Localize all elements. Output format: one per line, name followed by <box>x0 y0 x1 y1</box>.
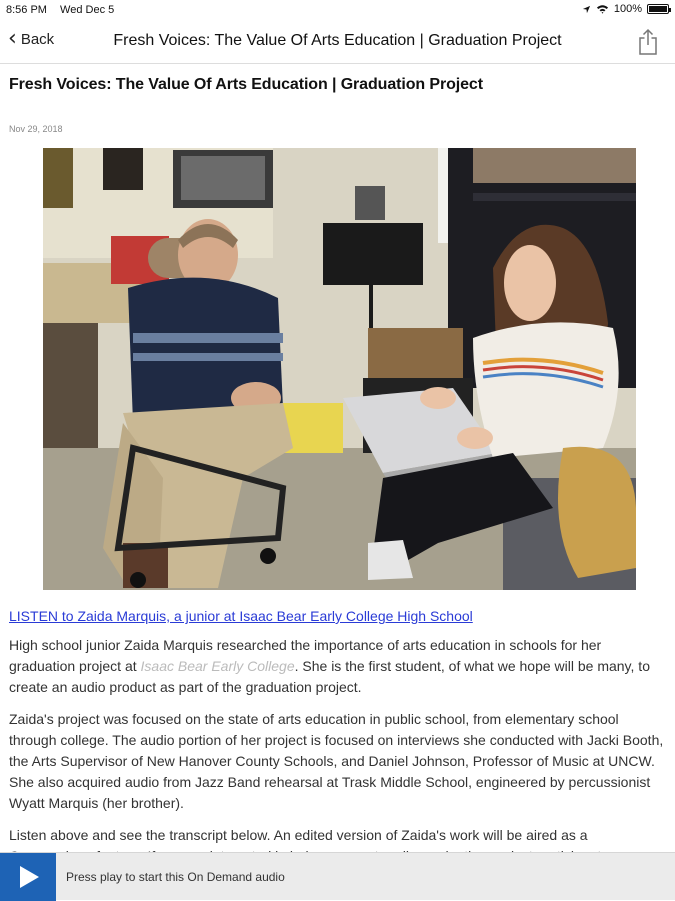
article-paragraph-2: Zaida's project was focused on the state of arts education in public school, from elementary school through college. The audio portion of her project is focused on interviews she conducted with Jacki Booth, the Arts Supervisor of New Hanover County Schools, and Daniel Johnson, Professor of Music at UNCW. She also acquired audio from Jazz Band rehearsal at Trask Middle School, engineered by percussionist Wyatt Marquis (her brother). <box>9 711 664 811</box>
article-title: Fresh Voices: The Value Of Arts Education | Graduation Project <box>9 76 483 93</box>
play-icon <box>17 865 41 889</box>
back-button[interactable] <box>8 28 54 50</box>
battery-fill <box>649 6 667 12</box>
chevron-left-icon: ‹ <box>8 26 17 51</box>
battery-percent: 100% <box>613 3 642 15</box>
back-label: Back <box>20 30 55 48</box>
status-time: 8:56 PM <box>6 4 47 16</box>
status-left <box>6 4 124 16</box>
photo-illustration <box>43 148 636 590</box>
status-date: Wed Dec 5 <box>60 4 115 16</box>
paragraph-1-text-b: . She is the first student, of what we hope will be many, to create an audio product as part of the graduation project. <box>9 658 650 695</box>
nav-title: Fresh Voices: The Value Of Arts Education | Graduation Project <box>113 32 562 49</box>
paragraph-1-text-a: High school junior Zaida Marquis researched the importance of arts education in schools for her graduation project at <box>9 637 602 674</box>
play-button[interactable] <box>0 853 56 901</box>
listen-link[interactable]: LISTEN to Zaida Marquis, a junior at Isaac Bear Early College High School <box>9 608 473 624</box>
article-date: Nov 29, 2018 <box>9 124 63 134</box>
article-photo <box>43 148 636 590</box>
status-right <box>582 3 669 15</box>
player-status-text: Press play to start this On Demand audio <box>66 870 285 884</box>
battery-icon <box>647 4 669 14</box>
location-icon <box>582 5 591 14</box>
share-icon <box>637 28 659 56</box>
article-paragraph-3: Listen above and see the transcript below. An edited version of Zaida's work will be aired as a <box>9 827 588 843</box>
wifi-icon <box>596 4 609 14</box>
share-button[interactable] <box>637 28 659 56</box>
nav-bar <box>0 20 675 64</box>
article-paragraph-1 <box>9 635 666 698</box>
audio-player <box>0 852 675 900</box>
status-bar <box>0 0 675 20</box>
article-content[interactable] <box>0 64 675 852</box>
school-link[interactable]: Isaac Bear Early College <box>140 658 295 674</box>
